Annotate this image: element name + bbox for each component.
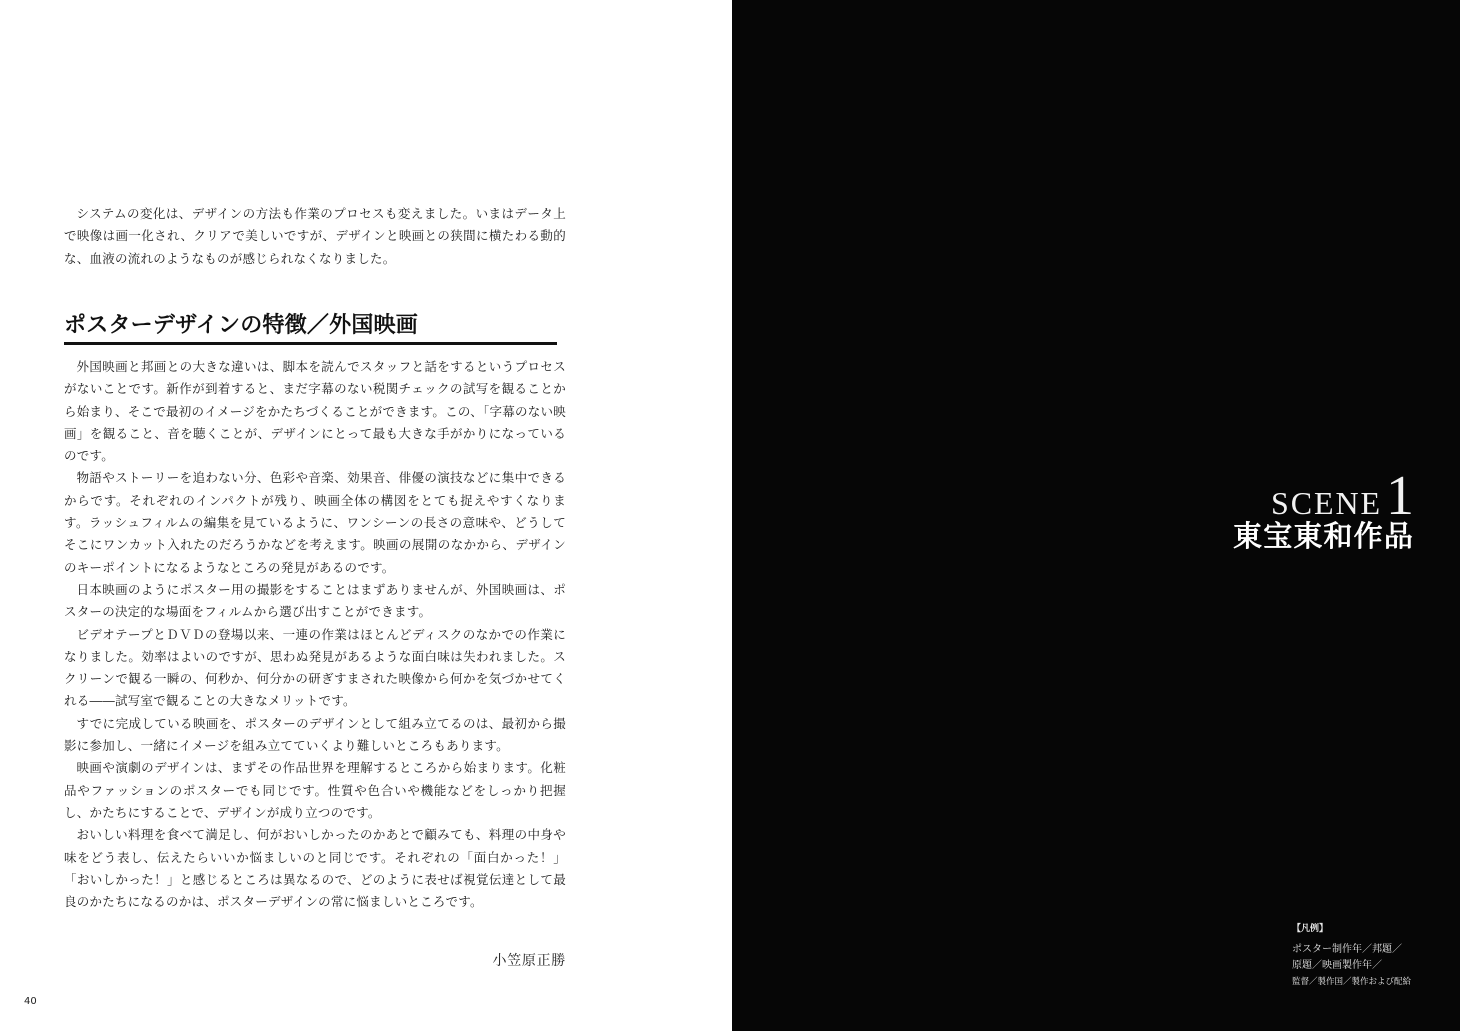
body-paragraph: おいしい料理を食べて満足し、何がおいしかったのかあとで顧みても、料理の中身や味をどう表し、伝えたらいいか悩ましいのと同じです。それぞれの「面白かった！」「おいしかった！」と感じるところは異なるので、どのように表せば視覚伝達として最良のかたちになるのかは、ポスターデザインの常に悩ましいところです。 bbox=[64, 827, 566, 910]
scene-title: 東宝東和作品 bbox=[1233, 519, 1414, 553]
page-number: 40 bbox=[24, 996, 37, 1007]
legend-line: 原題／映画製作年／ bbox=[1292, 960, 1382, 971]
body-paragraph: ビデオテープとＤＶＤの登場以来、一連の作業はほとんどディスクのなかでの作業になりました。効率はよいのですが、思わぬ発見があるような面白味は失われました。スクリーンで観る一瞬の、何秒か、何分かの研ぎすまされた映像から何かを気づかせてくれる――試写室で観ることの大きなメリットです。 bbox=[64, 626, 566, 709]
scene-heading bbox=[1271, 465, 1414, 527]
body-paragraph: すでに完成している映画を、ポスターのデザインとして組み立てるのは、最初から撮影に参加し、一緒にイメージを組み立てていくより難しいところもあります。 bbox=[64, 715, 566, 754]
section-heading: ポスターデザインの特徴／外国映画 bbox=[64, 313, 418, 338]
body-paragraph: 外国映画と邦画との大きな違いは、脚本を読んでスタッフと話をするというプロセスがないことです。新作が到着すると、まだ字幕のない税関チェックの試写を観ることから始まり、そこで最初のイメージをかたちづくることができます。この、「字幕のない映画」を観ること、音を聴くことが、デザインにとって最も大きな手がかりになっているのです。 bbox=[64, 359, 566, 464]
intro-paragraph: システムの変化は、デザインの方法も作業のプロセスも変えました。いまはデータ上で映像は画一化され、クリアで美しいですが、デザインと映画との狭間に横たわる動的な、血液の流れのようなものが感じられなくなりました。 bbox=[64, 206, 566, 266]
legend bbox=[1292, 922, 1452, 990]
body-paragraph: 映画や演劇のデザインは、まずその作品世界を理解するところから始まります。化粧品やファッションのポスターでも同じです。性質や色合いや機能などをしっかり把握し、かたちにすることで、デザインが成り立つのです。 bbox=[64, 760, 566, 820]
legend-label: 【凡例】 bbox=[1292, 924, 1329, 934]
scene-word: SCENE bbox=[1271, 485, 1382, 521]
legend-line: 監督／製作国／製作および配給 bbox=[1292, 977, 1412, 987]
author-name: 小笠原正勝 bbox=[492, 953, 566, 969]
body-paragraph: 日本映画のようにポスター用の撮影をすることはまずありませんが、外国映画は、ポスターの決定的な場面をフィルムから選び出すことができます。 bbox=[64, 581, 566, 620]
body-text bbox=[64, 356, 566, 913]
scene-number: 1 bbox=[1386, 465, 1414, 527]
right-page bbox=[732, 0, 1460, 1031]
body-paragraph: 物語やストーリーを追わない分、色彩や音楽、効果音、俳優の演技などに集中できるからです。それぞれのインパクトが残り、映画全体の構図をとても捉えやすくなります。ラッシュフィルムの編集を見ているように、ワンシーンの長さの意味や、どうしてそこにワンカット入れたのだろうかなどを考えます。映画の展開のなかから、デザインのキーポイントになるようなところの発見があるのです。 bbox=[64, 470, 566, 575]
heading-underline bbox=[64, 342, 557, 345]
legend-line: ポスター制作年／邦題／ bbox=[1292, 944, 1402, 955]
